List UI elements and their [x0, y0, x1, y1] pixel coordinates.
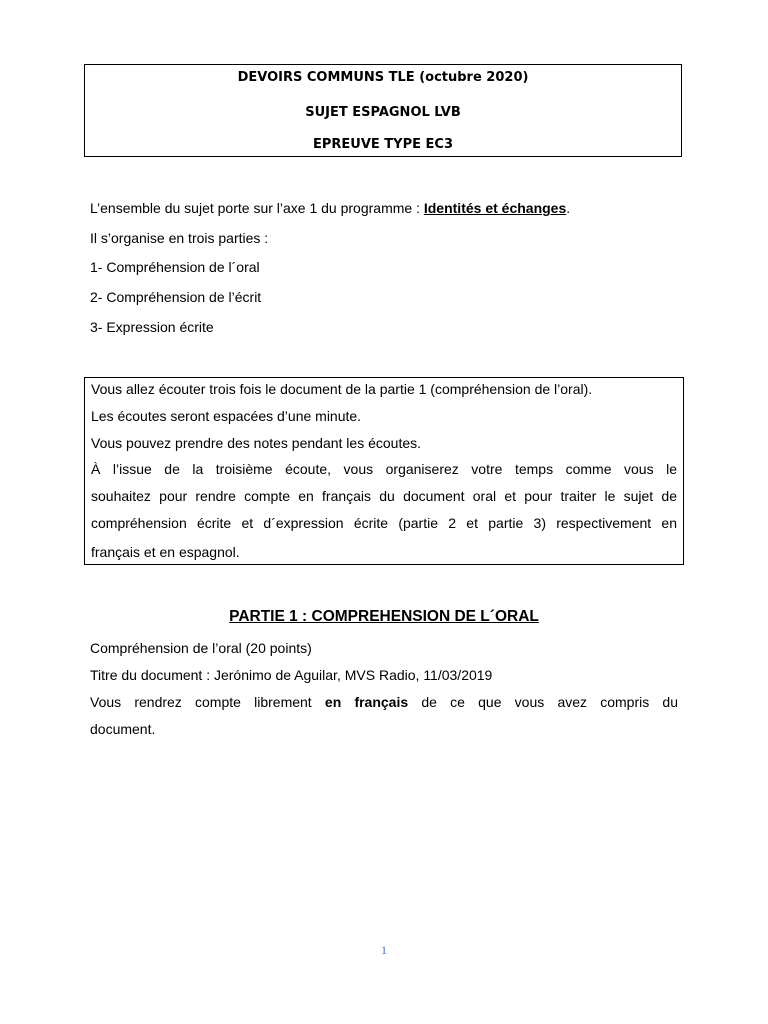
- section-title: PARTIE 1 : COMPREHENSION DE L´ORAL: [229, 608, 539, 625]
- instructions-box: [84, 377, 684, 565]
- instruction-paragraph: [90, 694, 678, 710]
- instruction-line: Vous allez écouter trois fois le document de la partie 1 (compréhension de l’oral).: [91, 381, 593, 397]
- axis-line: [90, 200, 570, 216]
- instruction-line: Les écoutes seront espacées d’une minute.: [91, 408, 362, 424]
- instruction-line: souhaitez pour rendre compte en français du document oral et pour traiter le sujet de: [91, 488, 677, 504]
- instruction-line: français et en espagnol.: [91, 544, 240, 560]
- axis-suffix: .: [566, 200, 571, 216]
- exam-title: DEVOIRS COMMUNS TLE (octubre 2020): [237, 70, 529, 85]
- exam-type-title: EPREUVE TYPE EC3: [312, 137, 453, 152]
- instruction-line: Vous pouvez prendre des notes pendant les écoutes.: [91, 435, 422, 451]
- organise-line: Il s’organise en trois parties :: [90, 230, 269, 246]
- axis-prefix: L’ensemble du sujet porte sur l’axe 1 du programme :: [90, 200, 424, 216]
- part-list-item: 3- Expression écrite: [90, 319, 214, 335]
- page-number: 1: [381, 943, 387, 957]
- document-title-line: Titre du document : Jerónimo de Aguilar, MVS Radio, 11/03/2019: [90, 667, 493, 683]
- instruction-bold: en français: [324, 694, 409, 710]
- axis-name: Identités et échanges: [423, 200, 567, 216]
- part-list-item: 1- Compréhension de l´oral: [90, 259, 260, 275]
- part-list-item: 2- Compréhension de l’écrit: [90, 289, 262, 305]
- instruction-prefix: Vous rendrez compte librement: [90, 694, 325, 710]
- points-line: Compréhension de l’oral (20 points): [90, 640, 312, 656]
- instruction-line: compréhension écrite et d´expression écrite (partie 2 et partie 3) respectivement en: [91, 515, 677, 531]
- instruction-suffix: de ce que vous avez compris du: [408, 694, 679, 710]
- instruction-end: document.: [90, 721, 156, 737]
- title-box: [84, 64, 682, 157]
- subject-title: SUJET ESPAGNOL LVB: [305, 105, 461, 120]
- instruction-line: À l’issue de la troisième écoute, vous organiserez votre temps comme vous le: [91, 461, 677, 477]
